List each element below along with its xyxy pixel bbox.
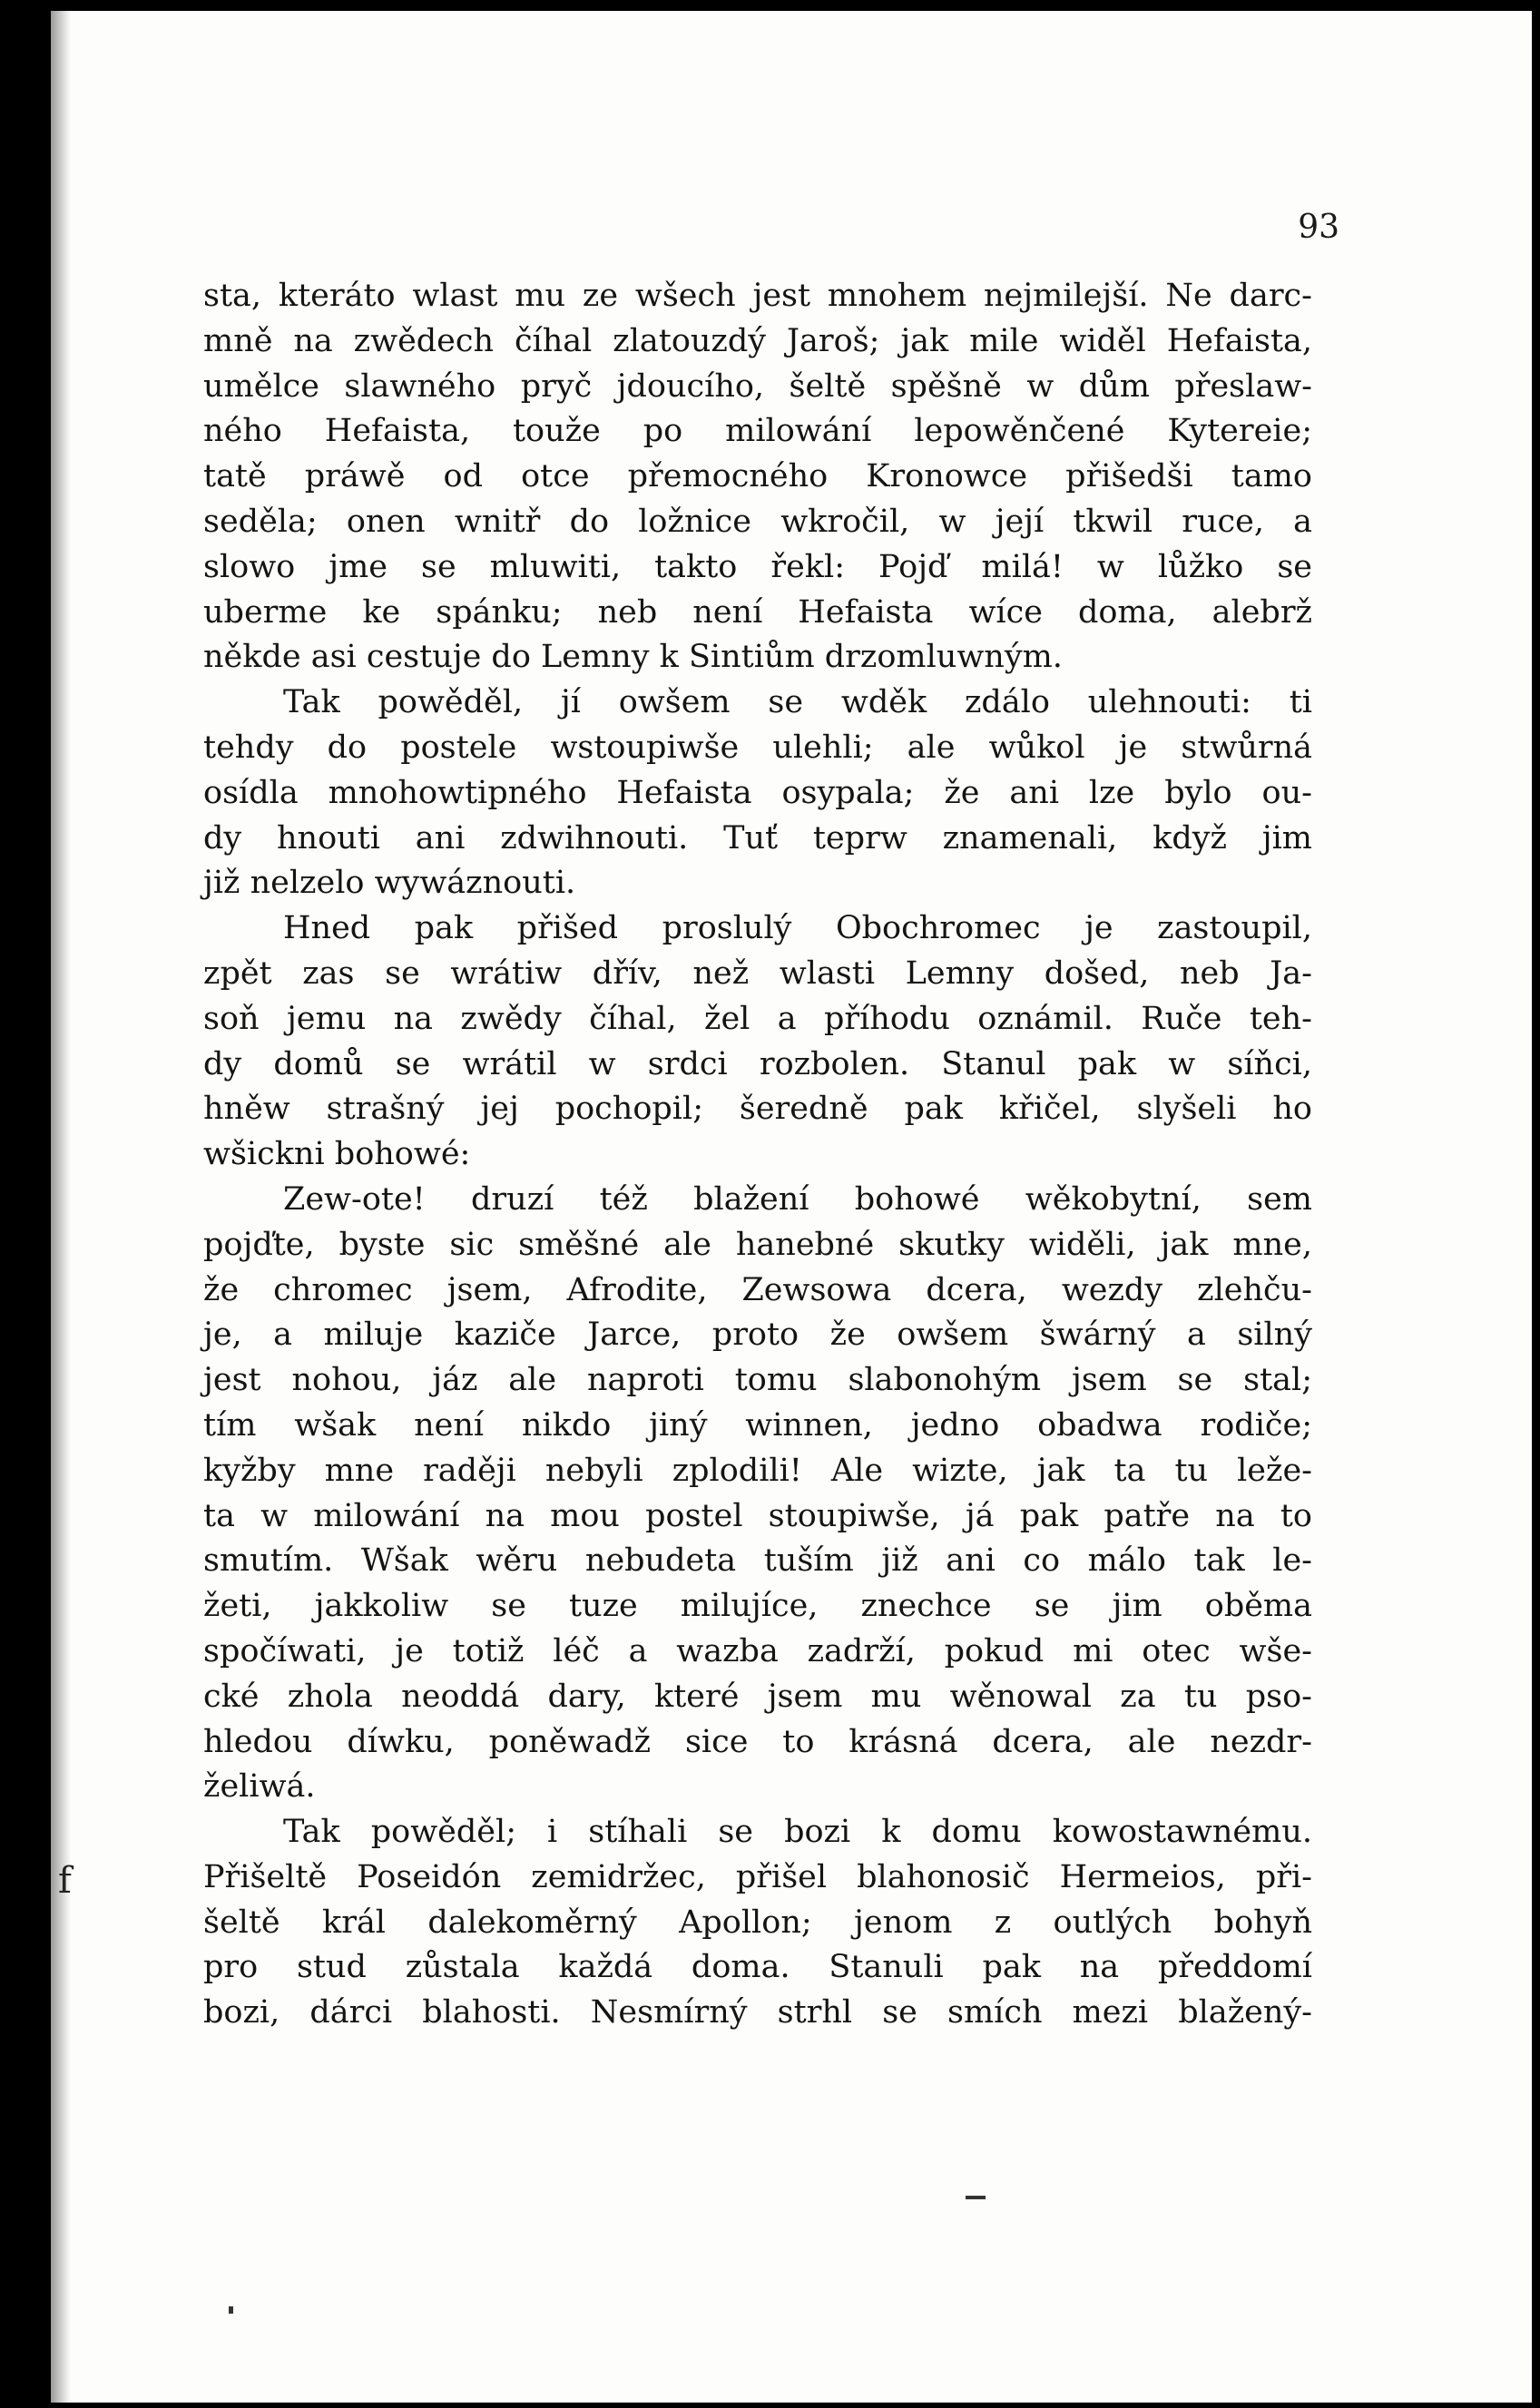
text-line: pro stud zůstala každá doma. Stanuli pak na předdomí (203, 1949, 1312, 1986)
text-line: seděla; onen wnitř do ložnice wkročil, w její tkwil ruce, a (203, 503, 1312, 540)
text-line: tatě práwě od otce přemocného Kronowce přišedši tamo (203, 458, 1312, 495)
text-line: mně na zwědech číhal zlatouzdý Jaroš; jak mile widěl Hefaista, (203, 322, 1312, 359)
text-line: kyžby mne raději nebyli zplodili! Ale wizte, jak ta tu leže- (203, 1452, 1312, 1489)
text-line: Zew-ote! druzí též blažení bohowé wěkobytní, sem (283, 1180, 1312, 1218)
text-line: tehdy do postele wstoupiwše ulehli; ale wůkol je stwůrná (203, 729, 1312, 766)
text-line: dy domů se wrátil w srdci rozbolen. Stanul pak w síňci, (203, 1045, 1312, 1082)
ink-dot-mark (229, 2306, 233, 2314)
text-line: dy hnouti ani zdwihnouti. Tuť teprw znamenali, když jim (203, 819, 1312, 857)
margin-mark: f (58, 1860, 72, 1902)
text-line: osídla mnohowtipného Hefaista osypala; že ani lze bylo ou- (203, 774, 1312, 811)
text-line: želiwá. (203, 1768, 316, 1806)
text-line: je, a miluje kaziče Jarce, proto že owšem šwárný a silný (203, 1317, 1312, 1354)
body-text (203, 274, 1312, 2036)
text-line: již nelzelo wywáznouti. (203, 865, 576, 902)
text-line: ného Hefaista, touže po milowání lepowěnčené Kytereie; (203, 413, 1312, 450)
binding-edge (51, 11, 71, 2403)
page-number: 93 (1298, 209, 1339, 246)
text-line: uberme ke spánku; neb není Hefaista wíce doma, alebrž (203, 593, 1312, 631)
text-line: že chromec jsem, Afrodite, Zewsowa dcera, wezdy zlehču- (203, 1271, 1312, 1308)
text-line: ta w milowání na mou postel stoupiwše, já pak patře na to (203, 1497, 1312, 1534)
text-line: cké zhola neoddá dary, které jsem mu wěnowal za tu pso- (203, 1678, 1312, 1715)
ink-dash-mark (966, 2196, 986, 2199)
text-line: šeltě král dalekoměrný Apollon; jenom z outlých bohyň (203, 1904, 1312, 1941)
text-line: Přišeltě Poseidón zemidržec, přišel blahonosič Hermeios, při- (203, 1858, 1312, 1895)
text-line: umělce slawného pryč jdoucího, šeltě spěšně w dům přeslaw- (203, 367, 1312, 405)
book-page (51, 11, 1532, 2403)
text-line: tím wšak není nikdo jiný winnen, jedno obadwa rodiče; (203, 1406, 1312, 1444)
text-line: hledou díwku, poněwadž sice to krásná dcera, ale nezdr- (203, 1723, 1312, 1760)
text-line: Hned pak přišed proslulý Obochromec je zastoupil, (283, 910, 1312, 947)
text-line: jest nohou, jáz ale naproti tomu slabonohým jsem se stal; (203, 1362, 1312, 1399)
text-line: žeti, jakkoliw se tuze milujíce, znechce se jim oběma (203, 1588, 1312, 1625)
text-line: pojďte, byste sic směšné ale hanebné skutky widěli, jak mne, (203, 1226, 1312, 1263)
text-line: spočíwati, je totiž léč a wazba zadrží, pokud mi otec wše- (203, 1632, 1312, 1669)
text-line: hněw strašný jej pochopil; šeredně pak křičel, slyšeli ho (203, 1091, 1312, 1128)
text-line: wšickni bohowé: (203, 1136, 471, 1173)
text-line: Tak powěděl; i stíhali se bozi k domu kowostawnému. (283, 1814, 1312, 1851)
text-line: zpět zas se wrátiw dřív, než wlasti Lemny došed, neb Ja- (203, 954, 1312, 992)
text-line: někde asi cestuje do Lemny k Sintiům drzomluwným. (203, 639, 1063, 676)
text-line: slowo jme se mluwiti, takto řekl: Pojď milá! w lůžko se (203, 548, 1312, 585)
text-line: Tak powěděl, jí owšem se wděk zdálo ulehnouti: ti (283, 684, 1312, 721)
text-line: soň jemu na zwědy číhal, žel a příhodu oznámil. Ruče teh- (203, 1000, 1312, 1037)
text-line: bozi, dárci blahosti. Nesmírný strhl se smích mezi blažený- (203, 1994, 1312, 2031)
text-line: smutím. Wšak wěru nebudeta tuším již ani co málo tak le- (203, 1542, 1312, 1580)
text-line: sta, kteráto wlast mu ze wšech jest mnohem nejmilejší. Ne darc- (203, 278, 1312, 314)
